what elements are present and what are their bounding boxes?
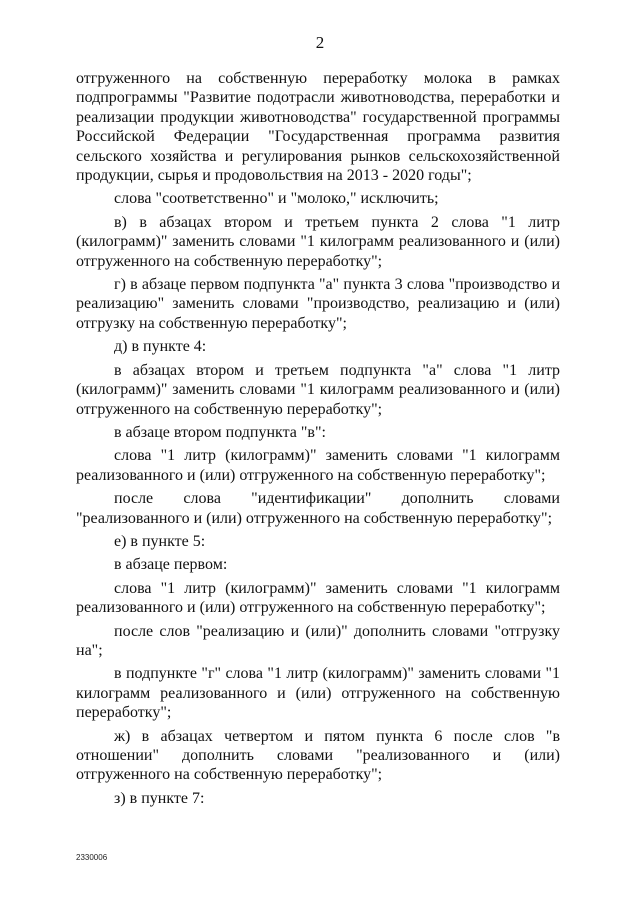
paragraph-item-z: з) в пункте 7: [114, 789, 205, 807]
paragraph: в абзаце втором подпункта "в": [114, 423, 326, 441]
paragraph: после слов "реализацию и (или)" дополнить словами "отгрузку на"; [76, 622, 560, 659]
paragraph: в абзацах втором и третьем подпункта "а" слова "1 литр (килограмм)" заменить словами "1 килограмм реализованного и (или) отгруженного на собственную переработку"; [76, 361, 560, 418]
paragraph-continuation: отгруженного на собственную переработку молока в рамках подпрограммы "Развитие подотрасли животноводства, переработки и реализации продукции животноводства" государственной программы Российской Федерации "Государственная программа развития сельского хозяйства и регулирования рынков сельскохозяйственной продукции, сырья и продовольствия на 2013 - 2020 годы"; [76, 70, 560, 185]
paragraph: слова "1 литр (килограмм)" заменить словами "1 килограмм реализованного и (или) отгруженного на собственную переработку"; [76, 447, 560, 484]
paragraph-item-g: г) в абзаце первом подпункта "а" пункта 3 слова "производство и реализацию" заменить словами "производство, реализацию и (или) отгрузку на собственную переработку"; [76, 276, 560, 332]
paragraph: слова "соответственно" и "молоко," исключить; [114, 190, 439, 208]
paragraph: слова "1 литр (килограмм)" заменить словами "1 килограмм реализованного и (или) отгруженного на собственную переработку"; [76, 579, 560, 617]
paragraph-item-d: д) в пункте 4: [114, 338, 207, 356]
footer-document-code: 2330006 [76, 853, 108, 862]
paragraph-item-v: в) в абзацах втором и третьем пункта 2 слова "1 литр (килограмм)" заменить словами "1 килограмм реализованного и (или) отгруженного на собственную переработку"; [76, 213, 560, 270]
document-body [76, 69, 560, 812]
paragraph-item-e: е) в пункте 5: [114, 532, 206, 550]
paragraph: в абзаце первом: [114, 556, 228, 574]
page-number: 2 [315, 33, 325, 52]
paragraph: после слова "идентификации" дополнить словами "реализованного и (или) отгруженного на собственную переработку"; [76, 490, 560, 527]
paragraph-item-zh: ж) в абзацах четвертом и пятом пункта 6 после слов "в отношении" дополнить словами "реализованного и (или) отгруженного на собственную переработку"; [76, 727, 560, 784]
paragraph: в подпункте "г" слова "1 литр (килограмм)" заменить словами "1 килограмм реализованного и (или) отгруженного на собственную переработку"; [76, 665, 560, 722]
